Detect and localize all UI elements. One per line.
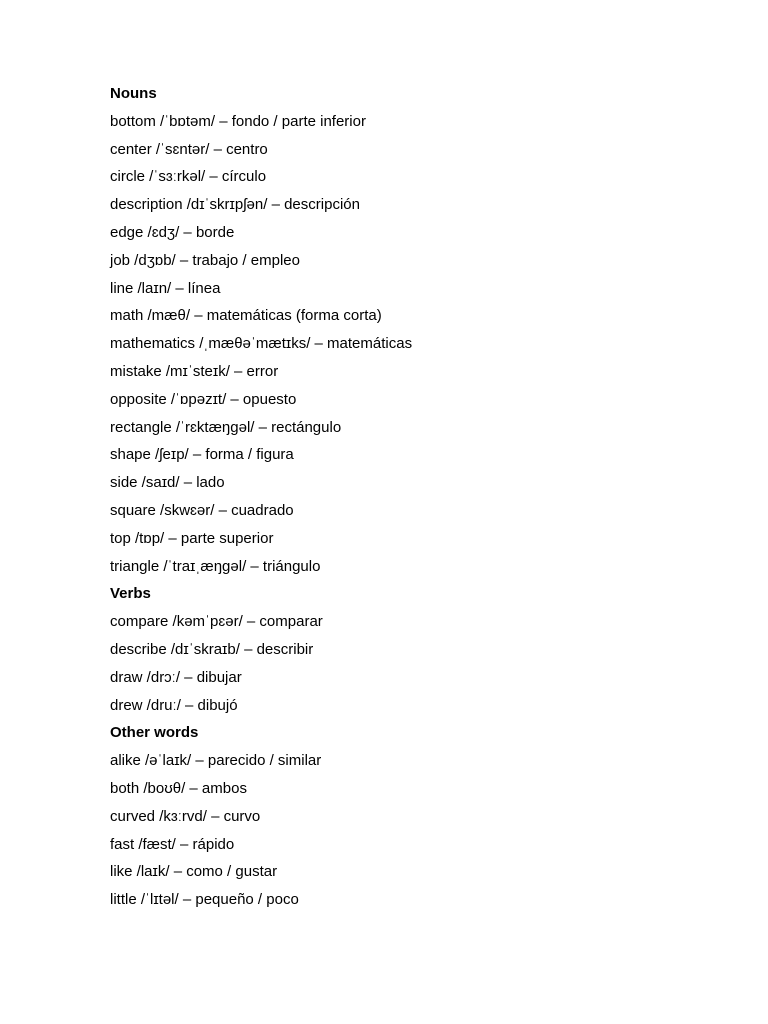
section-heading-verbs: Verbs xyxy=(110,585,151,603)
list-item: edge /ɛdʒ/ – borde xyxy=(110,223,235,241)
list-item: curved /kɜːrvd/ – curvo xyxy=(110,807,261,825)
list-item: shape /ʃeɪp/ – forma / figura xyxy=(110,446,294,464)
list-item: side /saɪd/ – lado xyxy=(110,474,225,492)
list-item: center /ˈsɛntər/ – centro xyxy=(110,140,268,158)
list-item: drew /druː/ – dibujó xyxy=(110,696,238,714)
list-item: square /skwɛər/ – cuadrado xyxy=(110,501,294,519)
list-item: alike /əˈlaɪk/ – parecido / similar xyxy=(110,752,322,770)
list-item: triangle /ˈtraɪˌæŋgəl/ – triángulo xyxy=(110,557,321,575)
list-item: top /tɒp/ – parte superior xyxy=(110,529,274,547)
list-item: bottom /ˈbɒtəm/ – fondo / parte inferior xyxy=(110,112,366,130)
list-item: mistake /mɪˈsteɪk/ – error xyxy=(110,362,279,380)
list-item: line /laɪn/ – línea xyxy=(110,279,221,297)
list-item: draw /drɔː/ – dibujar xyxy=(110,668,242,686)
list-item: describe /dɪˈskraɪb/ – describir xyxy=(110,640,314,658)
list-item: fast /fæst/ – rápido xyxy=(110,835,235,853)
section-heading-nouns: Nouns xyxy=(110,85,157,102)
vocabulary-document xyxy=(110,80,730,914)
list-item: rectangle /ˈrɛktæŋgəl/ – rectángulo xyxy=(110,418,342,436)
list-item: compare /kəmˈpɛər/ – comparar xyxy=(110,613,323,631)
section-heading-other-words: Other words xyxy=(110,724,199,742)
list-item: opposite /ˈɒpəzɪt/ – opuesto xyxy=(110,390,297,408)
list-item: both /boʊθ/ – ambos xyxy=(110,779,247,797)
list-item: description /dɪˈskrɪpʃən/ – descripción xyxy=(110,196,360,214)
list-item: job /dʒɒb/ – trabajo / empleo xyxy=(110,251,300,269)
list-item: circle /ˈsɜːrkəl/ – círculo xyxy=(110,168,267,186)
list-item: little /ˈlɪtəl/ – pequeño / poco xyxy=(110,891,299,909)
list-item: mathematics /ˌmæθəˈmætɪks/ – matemáticas xyxy=(110,335,413,353)
list-item: like /laɪk/ – como / gustar xyxy=(110,863,278,881)
list-item: math /mæθ/ – matemáticas (forma corta) xyxy=(110,307,382,325)
